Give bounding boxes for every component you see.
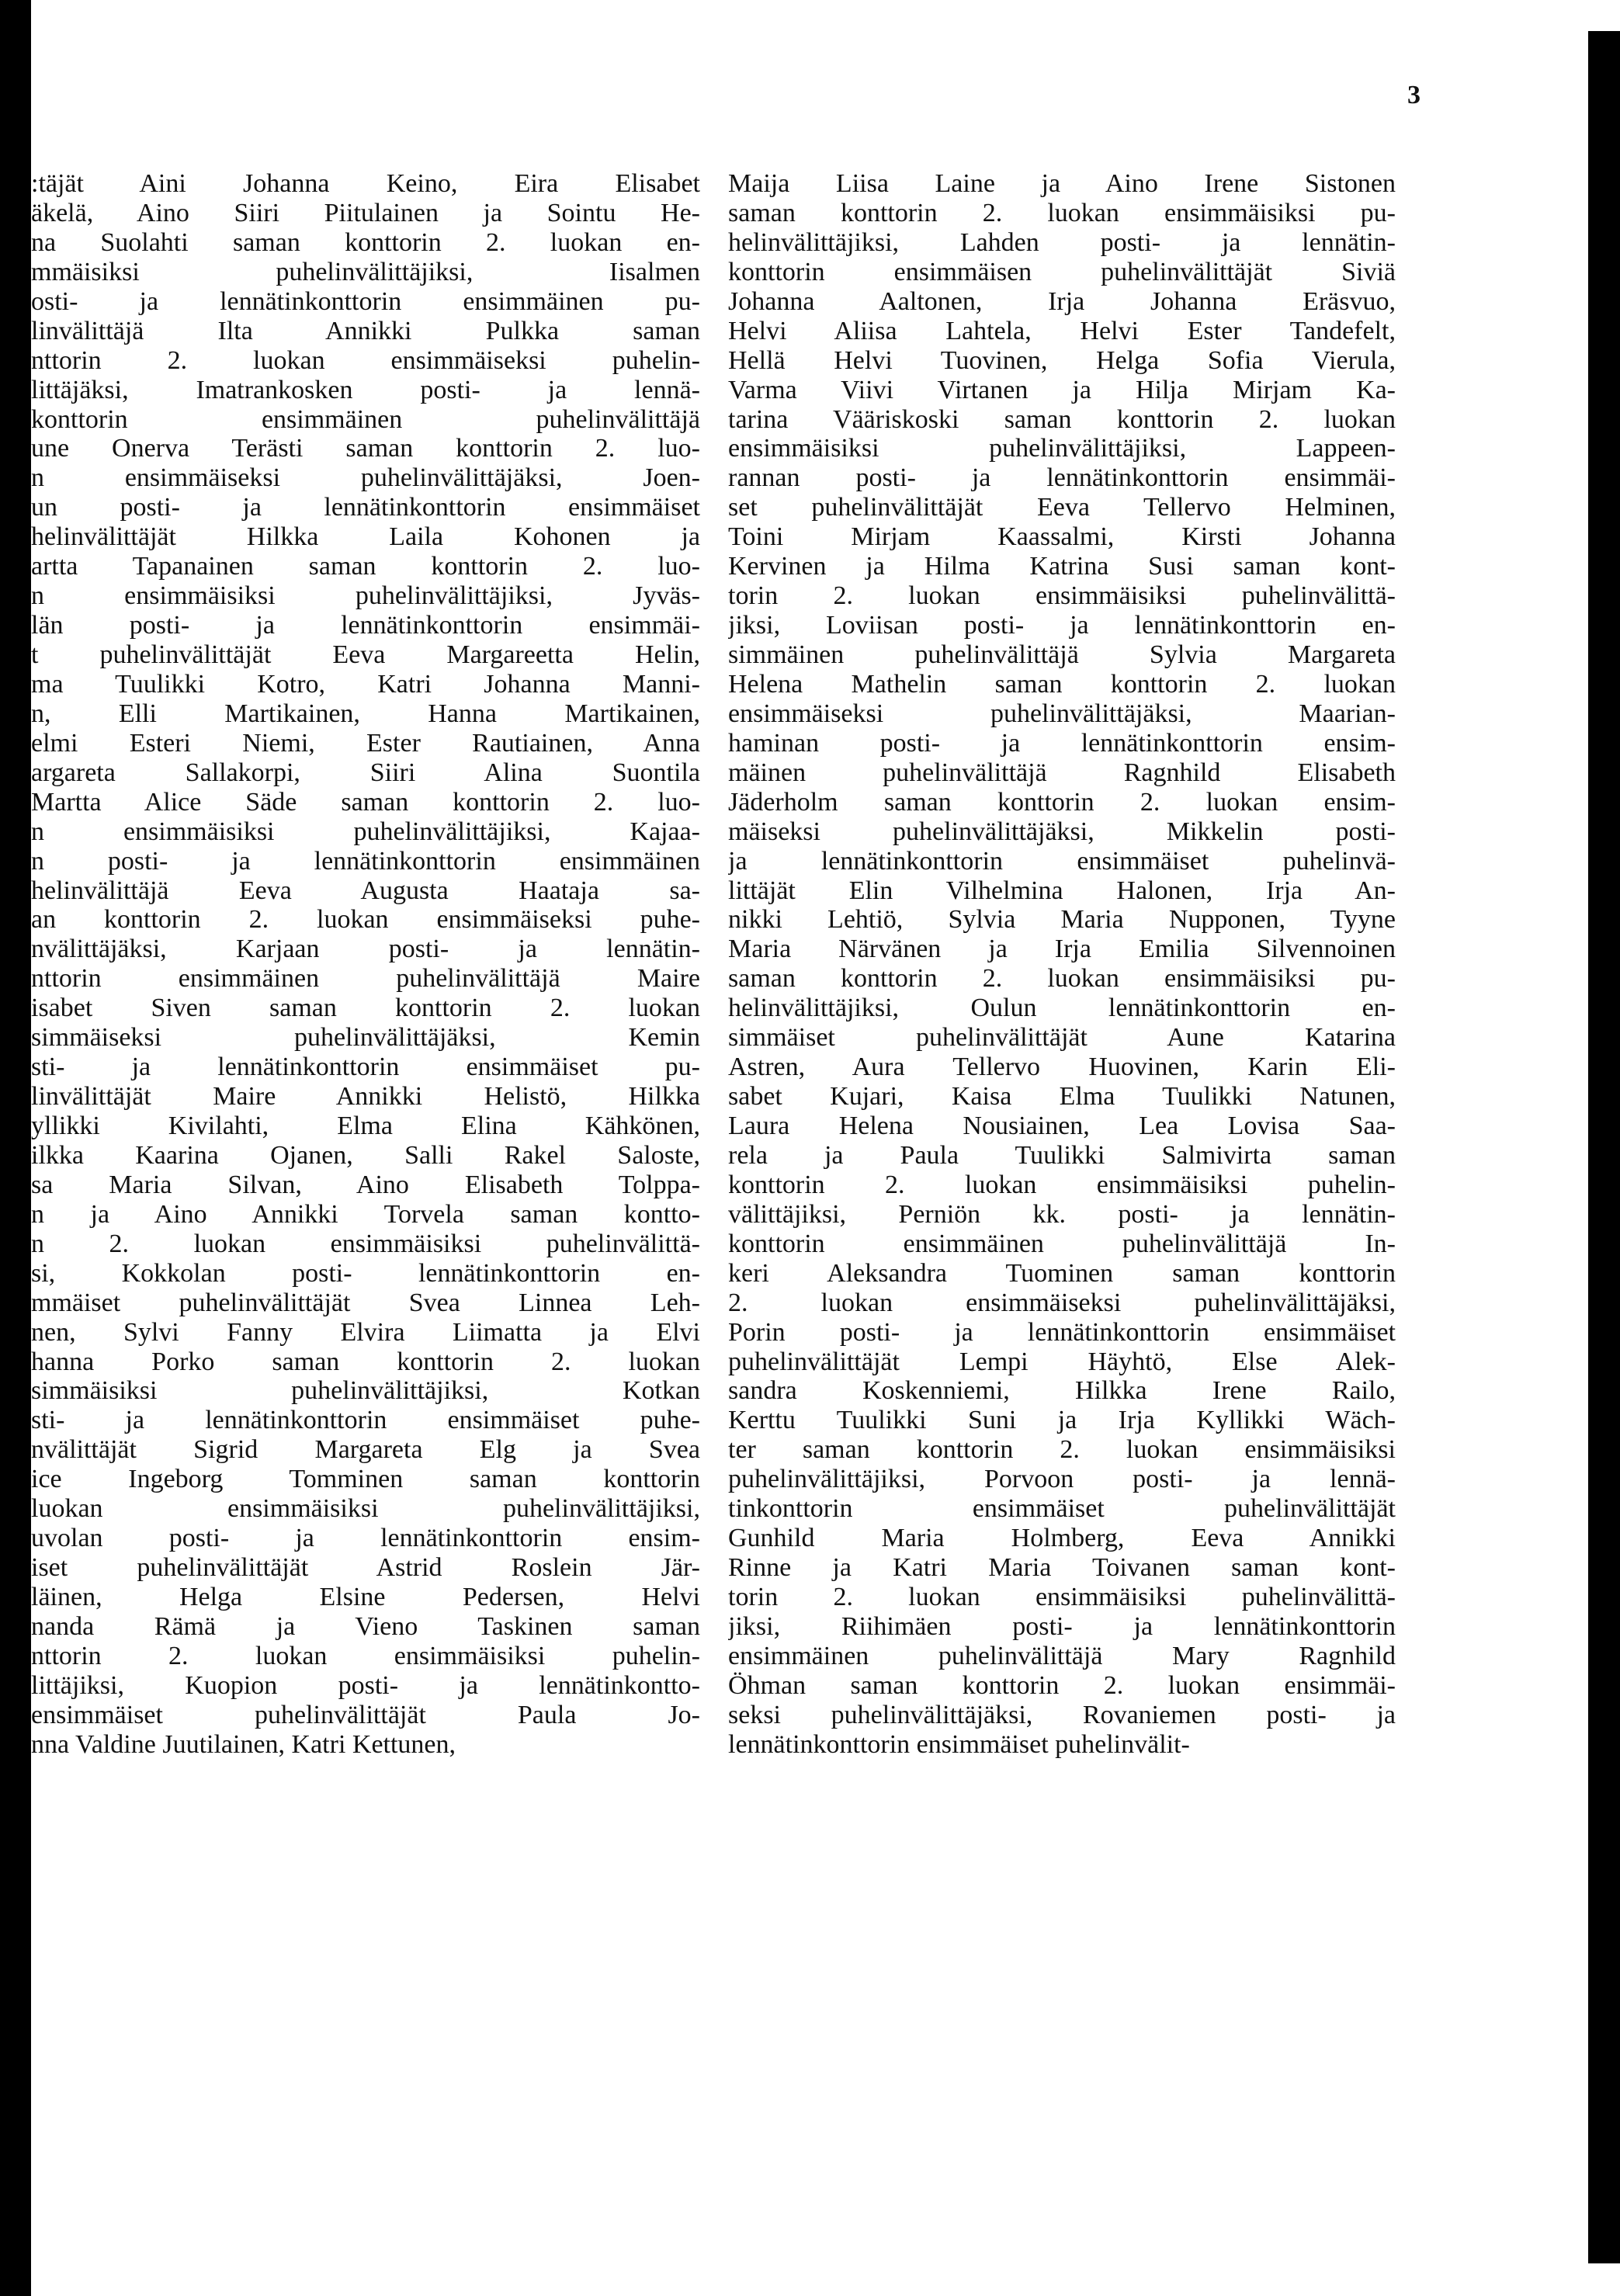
text-line: littäjäksi, Imatrankosken posti- ja lennä-	[31, 375, 700, 404]
text-line: ma Tuulikki Kotro, Katri Johanna Manni-	[31, 669, 700, 699]
text-line: sti- ja lennätinkonttorin ensimmäiset puhe-	[31, 1406, 700, 1435]
right-text-column	[728, 169, 1396, 1760]
text-line: nttorin 2. luokan ensimmäisiksi puhelin-	[31, 1641, 700, 1670]
text-line: argareta Sallakorpi, Siiri Alina Suontila	[31, 758, 700, 787]
text-line: Varma Viivi Virtanen ja Hilja Mirjam Ka-	[728, 375, 1396, 404]
text-line: n, Elli Martikainen, Hanna Martikainen,	[31, 699, 700, 728]
text-line: välittäjiksi, Perniön kk. posti- ja lennätin-	[728, 1199, 1396, 1229]
text-line: äkelä, Aino Siiri Piitulainen ja Sointu He-	[31, 198, 700, 227]
text-line: ensimmäiset puhelinvälittäjät Paula Jo-	[31, 1700, 700, 1729]
text-line: ilkka Kaarina Ojanen, Salli Rakel Saloste,	[31, 1140, 700, 1170]
text-line: Helvi Aliisa Lahtela, Helvi Ester Tandefelt,	[728, 316, 1396, 345]
text-line: Martta Alice Säde saman konttorin 2. luo-	[31, 787, 700, 817]
text-line: iset puhelinvälittäjät Astrid Roslein Jär-	[31, 1553, 700, 1583]
text-line: Jäderholm saman konttorin 2. luokan ensim-	[728, 787, 1396, 817]
text-line: tarina Vääriskoski saman konttorin 2. luokan	[728, 404, 1396, 434]
text-line: Toini Mirjam Kaassalmi, Kirsti Johanna	[728, 522, 1396, 552]
text-line: keri Aleksandra Tuominen saman konttorin	[728, 1258, 1396, 1288]
text-line: mäiseksi puhelinvälittäjäksi, Mikkelin posti-	[728, 817, 1396, 846]
text-line: Astren, Aura Tellervo Huovinen, Karin Eli-	[728, 1053, 1396, 1082]
text-line: lennätinkonttorin ensimmäiset puhelinvälit-	[728, 1729, 1190, 1759]
text-line: ensimmäinen puhelinvälittäjä Mary Ragnhild	[728, 1641, 1396, 1670]
text-line: Öhman saman konttorin 2. luokan ensimmäi-	[728, 1670, 1396, 1700]
text-line: ensimmäisiksi puhelinvälittäjiksi, Lappeen-	[728, 434, 1396, 463]
text-line: saman konttorin 2. luokan ensimmäisiksi pu-	[728, 964, 1396, 994]
text-line: nvälittäjät Sigrid Margareta Elg ja Svea	[31, 1435, 700, 1465]
text-line: un posti- ja lennätinkonttorin ensimmäiset	[31, 493, 700, 522]
text-line: set puhelinvälittäjät Eeva Tellervo Helminen,	[728, 493, 1396, 522]
text-line: n 2. luokan ensimmäisiksi puhelinvälittä-	[31, 1229, 700, 1258]
text-line: helinvälittäjä Eeva Augusta Haataja sa-	[31, 876, 700, 905]
text-line: Johanna Aaltonen, Irja Johanna Eräsvuo,	[728, 286, 1396, 316]
text-line: osti- ja lennätinkonttorin ensimmäinen pu-	[31, 286, 700, 316]
text-line: sa Maria Silvan, Aino Elisabeth Tolppa-	[31, 1170, 700, 1199]
text-line: Maija Liisa Laine ja Aino Irene Sistonen	[728, 169, 1396, 198]
text-line: simmäiset puhelinvälittäjät Aune Katarina	[728, 1023, 1396, 1053]
text-line: helinvälittäjiksi, Oulun lennätinkonttorin en-	[728, 994, 1396, 1023]
text-line: 2. luokan ensimmäiseksi puhelinvälittäjäksi,	[728, 1288, 1396, 1317]
text-line: konttorin ensimmäinen puhelinvälittäjä In-	[728, 1229, 1396, 1258]
text-line: Rinne ja Katri Maria Toivanen saman kont-	[728, 1553, 1396, 1583]
text-line: nttorin ensimmäinen puhelinvälittäjä Maire	[31, 964, 700, 994]
text-line: tinkonttorin ensimmäiset puhelinvälittäjät	[728, 1494, 1396, 1524]
text-line: Kerttu Tuulikki Suni ja Irja Kyllikki Wäch-	[728, 1406, 1396, 1435]
text-line: simmäinen puhelinvälittäjä Sylvia Margareta	[728, 640, 1396, 669]
text-line: seksi puhelinvälittäjäksi, Rovaniemen posti- ja	[728, 1700, 1396, 1729]
text-line: nikki Lehtiö, Sylvia Maria Nupponen, Tyyne	[728, 905, 1396, 935]
text-line: mmäiset puhelinvälittäjät Svea Linnea Leh-	[31, 1288, 700, 1317]
text-line: n ensimmäiseksi puhelinvälittäjäksi, Joen-	[31, 463, 700, 493]
text-line: jiksi, Loviisan posti- ja lennätinkonttorin en-	[728, 611, 1396, 640]
text-line: Helena Mathelin saman konttorin 2. luokan	[728, 669, 1396, 699]
text-line: puhelinvälittäjiksi, Porvoon posti- ja lennä-	[728, 1465, 1396, 1494]
text-line: an konttorin 2. luokan ensimmäiseksi puhe-	[31, 905, 700, 935]
text-line: län posti- ja lennätinkonttorin ensimmäi-	[31, 611, 700, 640]
left-scan-border	[0, 0, 31, 2296]
text-line: sabet Kujari, Kaisa Elma Tuulikki Natunen,	[728, 1082, 1396, 1112]
text-line: puhelinvälittäjät Lempi Häyhtö, Else Alek-	[728, 1347, 1396, 1376]
text-line: littäjät Elin Vilhelmina Halonen, Irja An-	[728, 876, 1396, 905]
text-line: linvälittäjä Ilta Annikki Pulkka saman	[31, 316, 700, 345]
text-line: Gunhild Maria Holmberg, Eeva Annikki	[728, 1524, 1396, 1553]
left-text-column	[31, 169, 700, 1760]
text-line: nna Valdine Juutilainen, Katri Kettunen,	[31, 1729, 456, 1759]
text-line: Kervinen ja Hilma Katrina Susi saman kont-	[728, 552, 1396, 581]
text-line: hanna Porko saman konttorin 2. luokan	[31, 1347, 700, 1376]
text-line: saman konttorin 2. luokan ensimmäisiksi pu-	[728, 198, 1396, 227]
text-line: mmäisiksi puhelinvälittäjiksi, Iisalmen	[31, 257, 700, 286]
text-line: t puhelinvälittäjät Eeva Margareetta Helin,	[31, 640, 700, 669]
text-line: nanda Rämä ja Vieno Taskinen saman	[31, 1611, 700, 1641]
right-scan-border	[1588, 31, 1620, 2263]
text-line: konttorin ensimmäinen puhelinvälittäjä	[31, 404, 700, 434]
text-line: n ja Aino Annikki Torvela saman kontto-	[31, 1199, 700, 1229]
text-line: nttorin 2. luokan ensimmäiseksi puhelin-	[31, 345, 700, 375]
text-line: yllikki Kivilahti, Elma Elina Kähkönen,	[31, 1112, 700, 1140]
text-line: littäjiksi, Kuopion posti- ja lennätinkontto-	[31, 1670, 700, 1700]
text-line: mäinen puhelinvälittäjä Ragnhild Elisabeth	[728, 758, 1396, 787]
text-line: rela ja Paula Tuulikki Salmivirta saman	[728, 1140, 1396, 1170]
text-line: läinen, Helga Elsine Pedersen, Helvi	[31, 1583, 700, 1611]
text-line: n posti- ja lennätinkonttorin ensimmäinen	[31, 846, 700, 876]
text-line: une Onerva Terästi saman konttorin 2. luo-	[31, 434, 700, 463]
text-line: artta Tapanainen saman konttorin 2. luo-	[31, 552, 700, 581]
text-line: Porin posti- ja lennätinkonttorin ensimmäiset	[728, 1317, 1396, 1347]
text-line: haminan posti- ja lennätinkonttorin ensim-	[728, 728, 1396, 758]
text-line: Maria Närvänen ja Irja Emilia Silvennoinen	[728, 935, 1396, 964]
text-line: simmäiseksi puhelinvälittäjäksi, Kemin	[31, 1023, 700, 1053]
text-line: jiksi, Riihimäen posti- ja lennätinkonttorin	[728, 1611, 1396, 1641]
text-line: rannan posti- ja lennätinkonttorin ensimmäi-	[728, 463, 1396, 493]
text-line: ja lennätinkonttorin ensimmäiset puhelinvä-	[728, 846, 1396, 876]
text-line: linvälittäjät Maire Annikki Helistö, Hilkka	[31, 1082, 700, 1112]
page-number: 3	[1407, 81, 1421, 109]
text-line: n ensimmäisiksi puhelinvälittäjiksi, Jyväs-	[31, 581, 700, 611]
text-line: helinvälittäjät Hilkka Laila Kohonen ja	[31, 522, 700, 552]
text-line: ter saman konttorin 2. luokan ensimmäisiksi	[728, 1435, 1396, 1465]
text-line: ensimmäiseksi puhelinvälittäjäksi, Maarian-	[728, 699, 1396, 728]
text-line: ice Ingeborg Tomminen saman konttorin	[31, 1465, 700, 1494]
text-line: :täjät Aini Johanna Keino, Eira Elisabet	[31, 169, 700, 198]
text-line: helinvälittäjiksi, Lahden posti- ja lennätin-	[728, 227, 1396, 257]
text-line: konttorin ensimmäisen puhelinvälittäjät Siviä	[728, 257, 1396, 286]
text-line: torin 2. luokan ensimmäisiksi puhelinvälittä-	[728, 581, 1396, 611]
text-line: Hellä Helvi Tuovinen, Helga Sofia Vierula,	[728, 345, 1396, 375]
text-line: elmi Esteri Niemi, Ester Rautiainen, Anna	[31, 728, 700, 758]
text-line: sti- ja lennätinkonttorin ensimmäiset pu-	[31, 1053, 700, 1082]
text-line: Laura Helena Nousiainen, Lea Lovisa Saa-	[728, 1112, 1396, 1140]
text-line: uvolan posti- ja lennätinkonttorin ensim-	[31, 1524, 700, 1553]
text-line: n ensimmäisiksi puhelinvälittäjiksi, Kajaa-	[31, 817, 700, 846]
text-line: isabet Siven saman konttorin 2. luokan	[31, 994, 700, 1023]
text-line: luokan ensimmäisiksi puhelinvälittäjiksi,	[31, 1494, 700, 1524]
text-line: konttorin 2. luokan ensimmäisiksi puhelin-	[728, 1170, 1396, 1199]
text-line: si, Kokkolan posti- lennätinkonttorin en-	[31, 1258, 700, 1288]
text-line: simmäisiksi puhelinvälittäjiksi, Kotkan	[31, 1376, 700, 1406]
text-line: nen, Sylvi Fanny Elvira Liimatta ja Elvi	[31, 1317, 700, 1347]
text-line: sandra Koskenniemi, Hilkka Irene Railo,	[728, 1376, 1396, 1406]
text-line: na Suolahti saman konttorin 2. luokan en-	[31, 227, 700, 257]
text-line: torin 2. luokan ensimmäisiksi puhelinvälittä-	[728, 1583, 1396, 1611]
text-line: nvälittäjäksi, Karjaan posti- ja lennätin-	[31, 935, 700, 964]
